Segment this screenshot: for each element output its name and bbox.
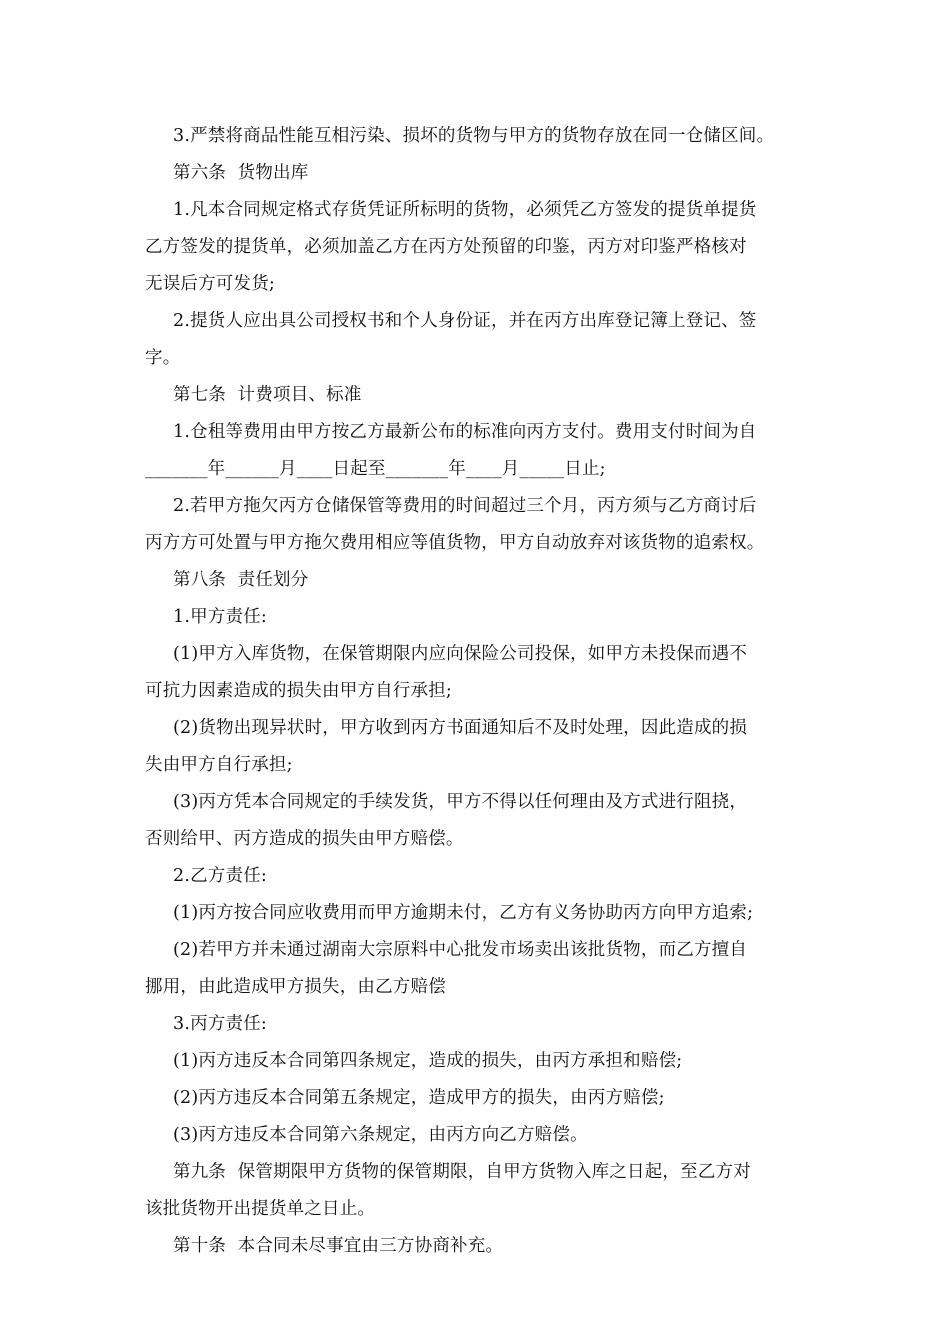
text-line: 3.严禁将商品性能互相污染、损坏的货物与甲方的货物存放在同一仓储区间。 xyxy=(173,126,775,146)
section-heading: 第八条 责任划分 xyxy=(173,570,309,590)
text-line: (2)货物出现异状时，甲方收到丙方书面通知后不及时处理，因此造成的损 xyxy=(173,718,748,738)
text-line: 可抗力因素造成的损失由甲方自行承担; xyxy=(145,681,452,701)
text-line: 无误后方可发货; xyxy=(145,274,275,294)
section-heading: 第十条 本合同未尽事宜由三方协商补充。 xyxy=(173,1236,504,1256)
date-blank-line: _______年______月____日起至_______年____月_____日止; xyxy=(145,459,606,479)
text-line: (1)甲方入库货物，在保管期限内应向保险公司投保，如甲方未投保而遇不 xyxy=(173,644,748,664)
text-line: 挪用，由此造成甲方损失，由乙方赔偿 xyxy=(145,977,446,997)
subheading: 1.甲方责任: xyxy=(173,607,267,627)
section-heading: 第六条 货物出库 xyxy=(173,163,309,183)
text-line: 1.仓租等费用由甲方按乙方最新公布的标准向丙方支付。费用支付时间为自 xyxy=(173,422,757,442)
text-line: (3)丙方违反本合同第六条规定，由丙方向乙方赔偿。 xyxy=(173,1125,588,1145)
text-line: 否则给甲、丙方造成的损失由甲方赔偿。 xyxy=(145,829,464,849)
text-line: 字。 xyxy=(145,348,181,368)
text-line: 该批货物开出提货单之日止。 xyxy=(145,1199,376,1219)
section-heading: 第九条 保管期限甲方货物的保管期限，自甲方货物入库之日起，至乙方对 xyxy=(173,1162,751,1182)
text-line: (2)丙方违反本合同第五条规定，造成甲方的损失，由丙方赔偿; xyxy=(173,1088,665,1108)
text-line: (1)丙方违反本合同第四条规定，造成的损失，由丙方承担和赔偿; xyxy=(173,1051,683,1071)
text-line: 乙方签发的提货单，必须加盖乙方在丙方处预留的印鉴，丙方对印鉴严格核对 xyxy=(145,237,747,257)
text-line: 1.凡本合同规定格式存货凭证所标明的货物，必须凭乙方签发的提货单提货 xyxy=(173,200,757,220)
text-line: (3)丙方凭本合同规定的手续发货，甲方不得以任何理由及方式进行阻挠， xyxy=(173,792,748,812)
text-line: 2.若甲方拖欠丙方仓储保管等费用的时间超过三个月，丙方须与乙方商讨后 xyxy=(173,496,757,516)
text-line: 2.提货人应出具公司授权书和个人身份证，并在丙方出库登记簿上登记、签 xyxy=(173,311,757,331)
text-line: 失由甲方自行承担; xyxy=(145,755,293,775)
text-line: (1)丙方按合同应收费用而甲方逾期未付，乙方有义务协助丙方向甲方追索; xyxy=(173,903,754,923)
text-line: 丙方方可处置与甲方拖欠费用相应等值货物，甲方自动放弃对该货物的追索权。 xyxy=(145,533,765,553)
text-line: (2)若甲方并未通过湖南大宗原料中心批发市场卖出该批货物，而乙方擅自 xyxy=(173,940,748,960)
subheading: 2.乙方责任: xyxy=(173,866,267,886)
section-heading: 第七条 计费项目、标准 xyxy=(173,385,362,405)
subheading: 3.丙方责任: xyxy=(173,1014,267,1034)
